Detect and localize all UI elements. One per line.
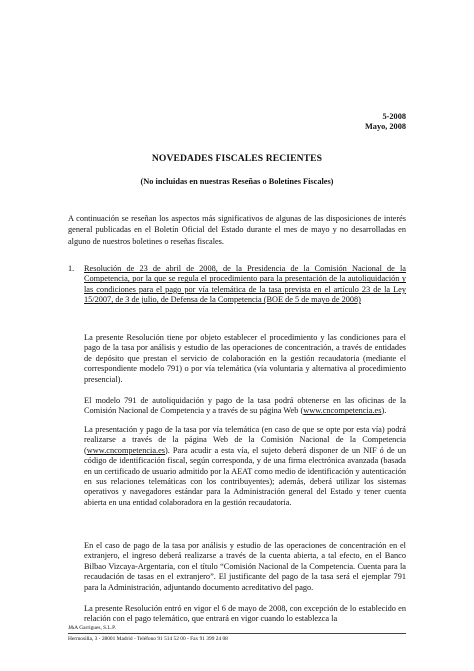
paragraph-foreign-payment: En el caso de pago de la tasa por análisis y estudio de las operaciones de concentración en el extranjero, el ingreso deberá realizarse a través de la cuenta abierta, a tal efecto, en el Banco Bilbao Vizcaya-Argentaria, con el título “Comisión Nacional de la Competencia. Cuenta para la recaudación de tasas en el extranjero”. El justificante del pago de la tasa será el ejemplar 791 para la Administración, adjuntando documento acreditativo del pago.	[84, 541, 406, 592]
document-date: Mayo, 2008	[364, 122, 406, 131]
footer-company: J&A Garrigues, S.L.P.	[68, 625, 116, 631]
intro-paragraph: A continuación se reseñan los aspectos más significativos de algunas de las disposiciones de interés general publicadas en el Boletín Oficial del Estado durante el mes de mayo y no desarrolladas en alguno de nuestros boletines o reseñas fiscales.	[68, 214, 406, 246]
paragraph-model-791	[84, 396, 406, 417]
cncompetencia-link[interactable]: www.cncompetencia.es	[303, 406, 382, 416]
resolution-heading-link[interactable]: Resolución de 23 de abril de 2008, de la Presidencia de la Comisión Nacional de la Competencia, por la que se regula el procedimiento para la presentación de la autoliquidación y las condiciones para el pago por vía telemática de la tasa prevista en el artículo 23 de la Ley 15/2007, de 3 de julio, de Defensa de la Competencia (BOE de 5 de mayo de 2008)	[84, 264, 406, 305]
page-subtitle: (No incluidas en nuestras Reseñas o Boletines Fiscales)	[140, 177, 334, 186]
paragraph-telematic	[84, 425, 406, 508]
paragraph-text: ). Para acudir a esta vía, el sujeto deberá disponer de un NIF ó de un código de identificación fiscal, según corresponda, y de una firma electrónica avanzada (basada en un certificado de usuario admitido por la AEAT como medio de identificación y autenticación en sus relaciones telemáticas con los contribuyentes); además, deberá utilizar los sistemas operativos y navegadores estándar para la Administración general del Estado y tener cuenta abierta en una entidad colaboradora en la gestión recaudatoria.	[84, 445, 406, 507]
item-number: 1.	[68, 264, 75, 273]
footer-divider	[68, 633, 406, 634]
paragraph-text: ).	[381, 406, 387, 416]
footer-address: Hermosilla, 3 - 28001 Madrid - Teléfono 91 514 52 00 - Fax 91 399 24 08	[68, 636, 228, 642]
paragraph-object: La presente Resolución tiene por objeto establecer el procedimiento y las condiciones para el pago de la tasa por análisis y estudio de las operaciones de concentración, a través de entidades de depósito que prestan el servicio de colaboración en la gestión recaudatoria (mediante el correspondiente modelo 791) o por vía telemática (vía voluntaria y alternativa al procedimiento presencial).	[84, 333, 406, 384]
paragraph-text: La presentación y pago de la tasa por vía telemática (en caso de que se opte por esta vía) podrá realizarse a través de la página Web de la Comisión Nacional de la Competencia (	[84, 425, 406, 455]
document-number: 5-2008	[382, 112, 406, 121]
paragraph-text: El modelo 791 de autoliquidación y pago de la tasa podrá obtenerse en las oficinas de la Comisión Nacional de Competencia y a través de su página Web (	[84, 396, 406, 416]
paragraph-entry-into-force: La presente Resolución entró en vigor el 6 de mayo de 2008, con excepción de lo establecido en relación con el pago telemático, que entrará en vigor cuando lo establezca la	[84, 604, 406, 624]
document-reference	[365, 112, 406, 132]
cncompetencia-link[interactable]: www.cncompetencia.es	[86, 445, 166, 455]
page-title: NOVEDADES FISCALES RECIENTES	[151, 153, 323, 164]
